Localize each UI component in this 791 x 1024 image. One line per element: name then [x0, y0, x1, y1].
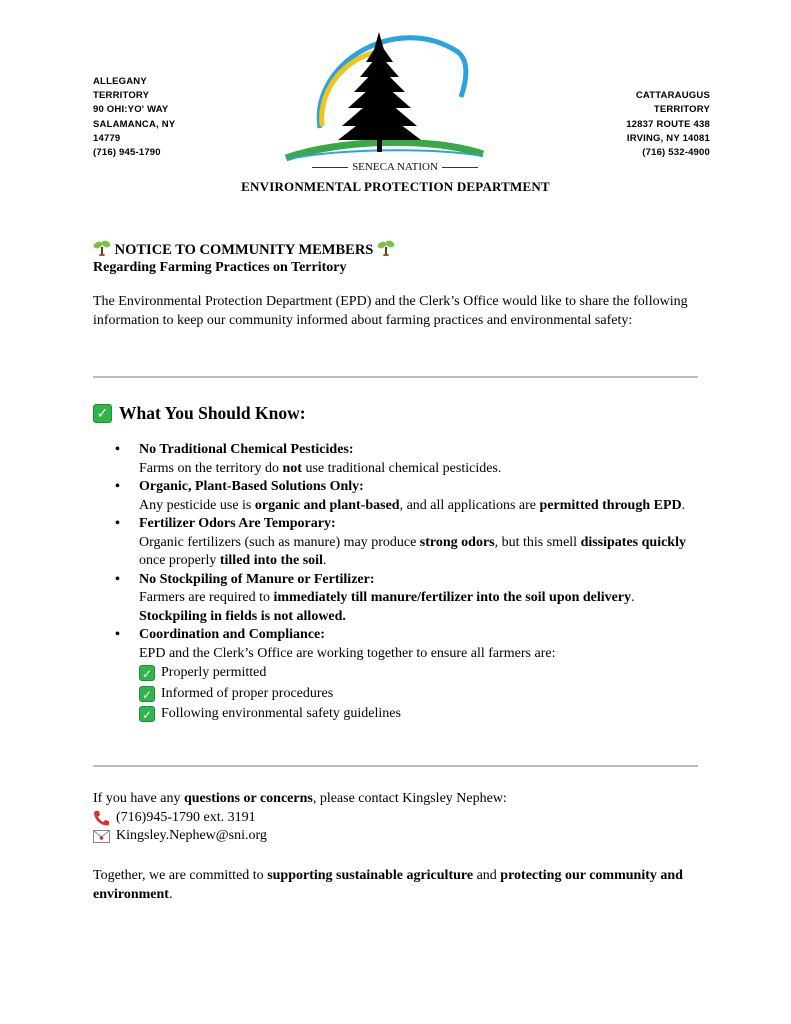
- contact-section: [93, 790, 705, 846]
- allegany-address: [93, 75, 203, 160]
- logo-label: SENECA NATION: [300, 161, 490, 173]
- bullet-icon: •: [115, 479, 120, 494]
- body-text: .: [631, 590, 635, 605]
- notice-title: NOTICE TO COMMUNITY MEMBERS: [93, 239, 705, 260]
- item-body: [139, 645, 705, 664]
- address-line: 12837 ROUTE 438: [626, 118, 710, 130]
- body-text: Together, we are committed to: [93, 868, 268, 883]
- address-line: 90 OHI:YO' WAY: [93, 104, 169, 116]
- checklist-item: [139, 663, 705, 684]
- check-icon: ✓: [139, 686, 155, 702]
- body-text: .: [681, 497, 686, 513]
- item-body: [139, 589, 705, 626]
- emphasis-text: tilled into the soil: [219, 553, 323, 568]
- item-body: [139, 460, 705, 479]
- item-body: [139, 534, 705, 571]
- sprout-icon: [93, 239, 111, 256]
- address-line: CATTARAUGUS: [635, 90, 710, 102]
- emphasis-text: questions or concerns: [183, 791, 313, 806]
- list-item: [115, 478, 705, 515]
- body-text: EPD and the Clerk’s Office are working together to ensure all farmers are:: [139, 645, 556, 661]
- address-line: TERRITORY: [93, 90, 150, 102]
- section-title: ✓ What You Should Know:: [93, 402, 705, 424]
- check-icon: ✓: [93, 404, 112, 423]
- emphasis-text: permitted through EPD: [539, 497, 682, 513]
- email-row: [93, 827, 705, 846]
- item-heading: Coordination and Compliance:: [139, 627, 325, 642]
- list-item: [115, 626, 705, 725]
- body-text: Any pesticide use is: [139, 497, 255, 513]
- phone-icon: [93, 810, 110, 826]
- emphasis-text: immediately till manure/fertilizer into the soil upon delivery: [273, 590, 632, 605]
- check-icon: ✓: [139, 665, 155, 681]
- emphasis-text: supporting sustainable agriculture: [267, 868, 474, 883]
- body-text: If you have any: [93, 791, 184, 806]
- address-line: SALAMANCA, NY: [93, 118, 176, 130]
- notice-subtitle: Regarding Farming Practices on Territory: [93, 260, 347, 275]
- body-text: , and all applications are: [399, 497, 540, 513]
- envelope-icon: [93, 830, 110, 843]
- emphasis-text: dissipates quickly: [580, 534, 686, 550]
- emphasis-text: not: [282, 460, 302, 476]
- checklist-text: Following environmental safety guidelines: [161, 706, 401, 721]
- sprout-icon: [377, 239, 395, 256]
- emphasis-text: organic and plant-based: [254, 497, 400, 513]
- checklist-item: [139, 684, 705, 705]
- checklist-text: Informed of proper procedures: [161, 685, 334, 701]
- checklist-text: Properly permitted: [161, 665, 267, 680]
- list-item: [115, 441, 705, 478]
- closing-statement: [93, 867, 705, 904]
- body-text: use traditional chemical pesticides.: [301, 460, 502, 476]
- body-text: .: [322, 553, 327, 568]
- bullet-icon: •: [115, 516, 120, 531]
- info-list: [115, 441, 705, 725]
- phone-number[interactable]: (716)945-1790 ext. 3191: [116, 809, 256, 825]
- item-heading: No Stockpiling of Manure or Fertilizer:: [139, 571, 375, 587]
- address-line: ALLEGANY: [93, 76, 147, 87]
- divider: [93, 765, 698, 767]
- body-text: Organic fertilizers (such as manure) may produce: [139, 534, 420, 550]
- item-heading: Fertilizer Odors Are Temporary:: [139, 516, 336, 531]
- address-line: TERRITORY: [653, 104, 710, 116]
- contact-intro: [93, 790, 705, 809]
- body-text: once properly: [139, 553, 220, 568]
- cattaraugus-address: [590, 89, 710, 160]
- item-heading: No Traditional Chemical Pesticides:: [139, 442, 354, 457]
- address-line: (716) 532-4900: [642, 147, 710, 158]
- seneca-nation-logo: [278, 22, 498, 182]
- address-line: IRVING, NY 14081: [626, 132, 710, 144]
- department-title: ENVIRONMENTAL PROTECTION DEPARTMENT: [241, 179, 550, 194]
- item-heading: Organic, Plant-Based Solutions Only:: [139, 479, 364, 494]
- address-line: 14779: [93, 132, 121, 144]
- body-text: Farmers are required to: [139, 590, 274, 605]
- checklist-item: [139, 704, 705, 725]
- emphasis-text: protecting our community and environment: [93, 868, 683, 902]
- emphasis-text: Stockpiling in fields is not allowed.: [139, 608, 346, 624]
- phone-row: [93, 809, 705, 828]
- check-icon: ✓: [139, 706, 155, 722]
- body-text: Farms on the territory do: [139, 460, 283, 476]
- bullet-icon: •: [115, 442, 120, 457]
- bullet-icon: •: [115, 571, 120, 587]
- item-body: [139, 497, 705, 516]
- intro-paragraph: The Environmental Protection Department (EPD) and the Clerk’s Office would like to share the following information to keep our community informed about farming practices and environmental safety:: [93, 294, 688, 328]
- body-text: , please contact Kingsley Nephew:: [312, 791, 507, 806]
- body-text: .: [168, 886, 173, 902]
- divider: [93, 376, 698, 378]
- address-line: (716) 945-1790: [93, 147, 161, 159]
- list-item: [115, 515, 705, 571]
- email-address[interactable]: Kingsley.Nephew@sni.org: [116, 828, 267, 843]
- body-text: , but this smell: [494, 534, 581, 550]
- body-text: and: [473, 868, 501, 883]
- list-item: [115, 571, 705, 627]
- bullet-icon: •: [115, 627, 120, 642]
- emphasis-text: strong odors: [419, 534, 495, 550]
